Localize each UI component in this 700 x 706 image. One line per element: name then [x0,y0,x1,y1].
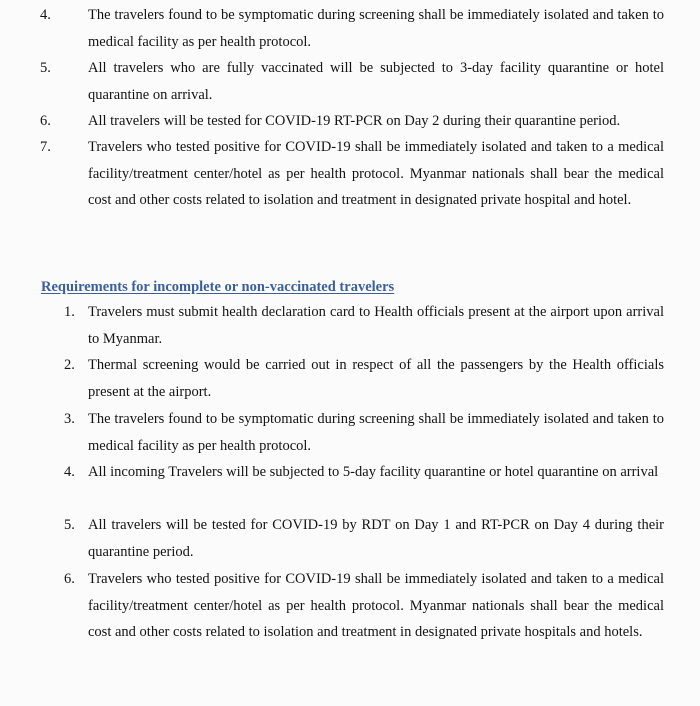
item-text: Travelers who tested positive for COVID-19 shall be immediately isolated and taken to a medical facility/treatment center/hotel as per health protocol. Myanmar nationals shall bear the medical cost and other costs related to isolation and treatment in designated private hospitals and hotels. [88,571,664,640]
item-number: 6. [40,113,51,129]
item-text: Travelers who tested positive for COVID-19 shall be immediately isolated and taken to a medical facility/treatment center/hotel as per health protocol. Myanmar nationals shall bear the medical cost and other costs related to isolation and treatment in designated private hospital and hotel. [88,139,664,208]
item-number: 3. [64,411,75,427]
item-number: 6. [64,571,75,587]
item-text: The travelers found to be symptomatic during screening shall be immediately isolated and taken to medical facility as per health protocol. [88,411,664,454]
item-number: 2. [64,357,75,373]
item-number: 5. [64,517,75,533]
item-text: Thermal screening would be carried out in respect of all the passengers by the Health officials present at the airport. [88,357,664,400]
item-number: 5. [40,60,51,76]
item-text: All travelers who are fully vaccinated will be subjected to 3-day facility quarantine or hotel quarantine on arrival. [88,60,664,103]
section-heading: Requirements for incomplete or non-vaccinated travelers [41,279,395,295]
item-text: All travelers will be tested for COVID-19 RT-PCR on Day 2 during their quarantine period. [88,113,621,129]
item-text: All travelers will be tested for COVID-19 by RDT on Day 1 and RT-PCR on Day 4 during their quarantine period. [88,517,664,560]
item-number: 4. [64,464,75,480]
item-number: 7. [40,139,51,155]
item-number: 1. [64,304,75,320]
item-text: All incoming Travelers will be subjected to 5-day facility quarantine or hotel quarantine on arrival [88,464,659,480]
item-text: The travelers found to be symptomatic during screening shall be immediately isolated and taken to medical facility as per health protocol. [88,7,664,50]
item-number: 4. [40,7,51,23]
item-text: Travelers must submit health declaration card to Health officials present at the airport upon arrival to Myanmar. [88,304,664,347]
